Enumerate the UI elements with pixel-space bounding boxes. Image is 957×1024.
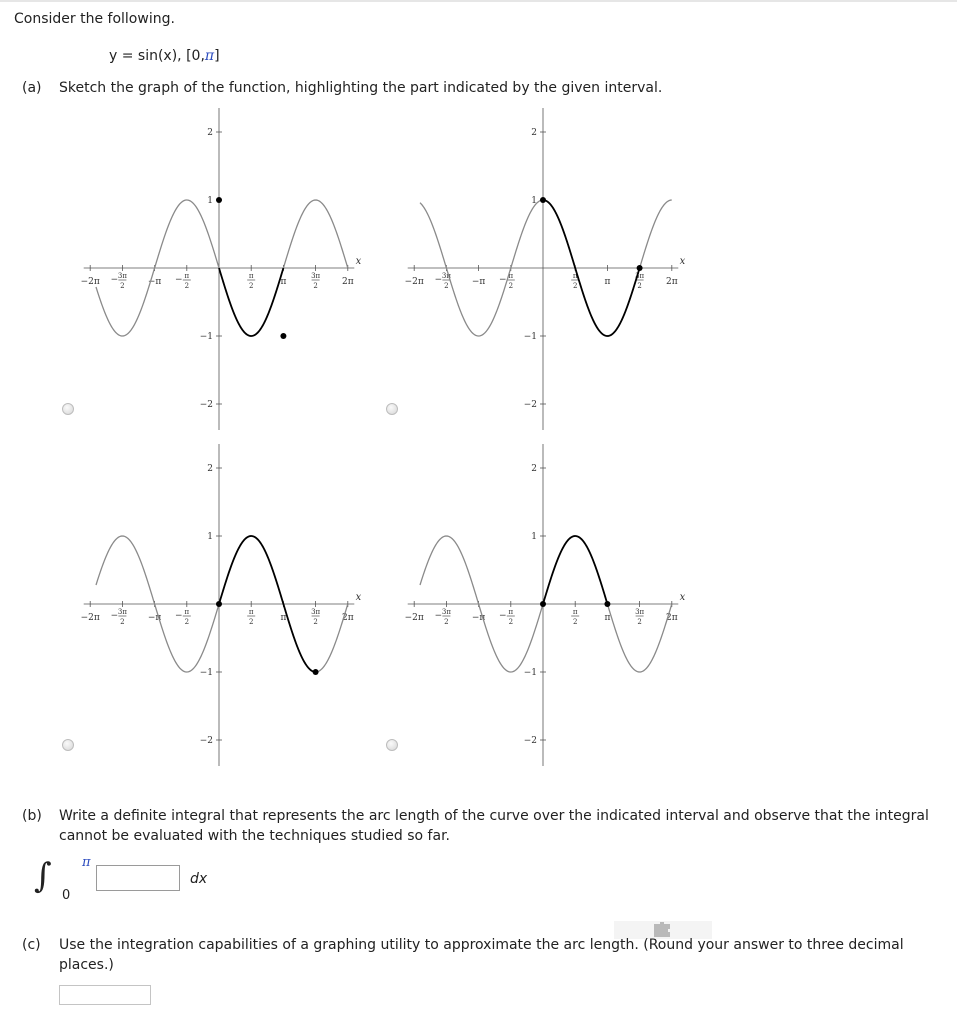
x-tick-label-den-neg-3pi-2: 2: [120, 618, 125, 626]
intro-text: Consider the following.: [14, 11, 175, 27]
x-tick-label-neg-2pi: −2π: [80, 613, 100, 623]
x-tick-label-2pi: 2π: [341, 613, 354, 623]
x-axis-label: x: [679, 256, 686, 267]
part-c-text: Use the integration capabilities of a graphing utility to approximate the arc length. (Round your answer to three decimal places.): [59, 937, 904, 973]
highlighted-segment: [543, 536, 607, 604]
y-tick-label-1: 1: [207, 532, 213, 542]
integral-upper-limit: π: [82, 855, 91, 870]
x-tick-label-neg-pi: −π: [147, 613, 162, 623]
x-tick-label-den-neg-pi-2: 2: [508, 282, 514, 290]
graph-option-1: [61, 108, 383, 430]
x-tick-label-num-3pi-2: 3π: [635, 272, 645, 280]
endpoint-marker-2: [604, 601, 610, 607]
interval-close: ]: [214, 48, 220, 64]
function-expression: y = sin(x),: [109, 48, 182, 64]
y-tick-label-1: 1: [207, 196, 213, 206]
x-tick-label-sign-neg-pi-2: −: [175, 275, 183, 285]
x-tick-label-2pi: 2π: [341, 277, 354, 287]
x-tick-label-sign-neg-pi-2: −: [175, 611, 183, 621]
x-tick-label-den-3pi-2: 2: [637, 618, 642, 626]
x-tick-label-sign-neg-pi-2: −: [499, 275, 507, 285]
x-tick-label-num-neg-pi-2: π: [184, 608, 190, 616]
y-tick-label--2: −2: [199, 400, 213, 410]
interval-open: [0,: [186, 48, 205, 64]
x-tick-label-den-neg-3pi-2: 2: [444, 618, 449, 626]
x-tick-label-den-pi-2: 2: [248, 618, 254, 626]
x-tick-label-neg-pi: −π: [147, 277, 162, 287]
radio-option-1[interactable]: [62, 403, 74, 415]
part-b-text: Write a definite integral that represents the arc length of the curve over the indicated interval and observe that the integral cannot be evaluated with the techniques studied so far.: [59, 808, 929, 844]
endpoint-marker-2: [280, 333, 286, 339]
function-statement: [109, 46, 220, 66]
y-tick-label--2: −2: [523, 400, 537, 410]
x-tick-label-den-neg-3pi-2: 2: [120, 282, 125, 290]
radio-option-2[interactable]: [386, 403, 398, 415]
x-tick-label-num-pi-2: π: [572, 608, 578, 616]
y-tick-label--2: −2: [523, 736, 537, 746]
top-divider: [0, 0, 957, 2]
y-tick-label--1: −1: [523, 668, 537, 678]
y-tick-label-1: 1: [531, 532, 537, 542]
x-tick-label-num-pi-2: π: [248, 608, 254, 616]
x-tick-label-num-3pi-2: 3π: [311, 272, 321, 280]
endpoint-marker-2: [313, 669, 319, 675]
x-tick-label-num-neg-3pi-2: 3π: [117, 272, 127, 280]
endpoint-marker-1: [540, 601, 546, 607]
graph-option-3: [61, 444, 383, 766]
x-tick-label-sign-neg-3pi-2: −: [434, 611, 443, 621]
x-tick-label-neg-pi: −π: [471, 277, 486, 287]
x-tick-label-num-3pi-2: 3π: [635, 608, 645, 616]
x-axis-label: x: [679, 592, 686, 603]
dx-label: dx: [190, 871, 208, 887]
x-axis-label: x: [355, 592, 362, 603]
endpoint-marker-2: [637, 265, 643, 271]
endpoint-marker-1: [216, 197, 222, 203]
integral-sign: ∫: [34, 856, 52, 896]
x-tick-label-den-neg-3pi-2: 2: [444, 282, 449, 290]
part-a-label: (a): [22, 80, 42, 96]
x-tick-label-den-pi-2: 2: [248, 282, 254, 290]
x-tick-label-num-neg-3pi-2: 3π: [117, 608, 127, 616]
x-tick-label-neg-2pi: −2π: [404, 613, 424, 623]
x-tick-label-num-neg-3pi-2: 3π: [441, 272, 451, 280]
part-a-text: Sketch the graph of the function, highlighting the part indicated by the given interval.: [59, 80, 663, 96]
endpoint-marker-1: [540, 197, 546, 203]
x-tick-label-den-3pi-2: 2: [313, 282, 318, 290]
x-tick-label-num-neg-3pi-2: 3π: [441, 608, 451, 616]
x-tick-label-pi: π: [280, 277, 287, 287]
part-c-label: (c): [22, 937, 41, 953]
x-tick-label-pi: π: [604, 613, 611, 623]
y-tick-label-2: 2: [207, 128, 213, 138]
x-tick-label-num-neg-pi-2: π: [508, 608, 514, 616]
x-tick-label-den-neg-pi-2: 2: [508, 618, 514, 626]
integral-lower-limit: 0: [62, 888, 71, 903]
y-tick-label-1: 1: [531, 196, 537, 206]
arc-length-input[interactable]: [59, 985, 151, 1005]
x-tick-label-2pi: 2π: [665, 613, 678, 623]
x-axis-label: x: [355, 256, 362, 267]
x-tick-label-sign-neg-3pi-2: −: [110, 611, 119, 621]
y-tick-label--1: −1: [199, 668, 213, 678]
x-tick-label-2pi: 2π: [665, 277, 678, 287]
x-tick-label-sign-neg-3pi-2: −: [110, 275, 119, 285]
endpoint-marker-1: [216, 601, 222, 607]
x-tick-label-num-neg-pi-2: π: [184, 272, 190, 280]
x-tick-label-den-3pi-2: 2: [313, 618, 318, 626]
x-tick-label-neg-pi: −π: [471, 613, 486, 623]
y-tick-label--1: −1: [523, 332, 537, 342]
x-tick-label-pi: π: [280, 613, 287, 623]
x-tick-label-sign-neg-pi-2: −: [499, 611, 507, 621]
x-tick-label-den-pi-2: 2: [572, 618, 578, 626]
x-tick-label-pi: π: [604, 277, 611, 287]
x-tick-label-num-pi-2: π: [572, 272, 578, 280]
x-tick-label-den-pi-2: 2: [572, 282, 578, 290]
x-tick-label-sign-neg-3pi-2: −: [434, 275, 443, 285]
integrand-input[interactable]: [96, 865, 180, 891]
y-tick-label--1: −1: [199, 332, 213, 342]
radio-option-3[interactable]: [62, 739, 74, 751]
x-tick-label-num-neg-pi-2: π: [508, 272, 514, 280]
x-tick-label-neg-2pi: −2π: [80, 277, 100, 287]
x-tick-label-num-3pi-2: 3π: [311, 608, 321, 616]
radio-option-4[interactable]: [386, 739, 398, 751]
graph-option-4: [385, 444, 707, 766]
x-tick-label-den-neg-pi-2: 2: [184, 282, 190, 290]
y-tick-label-2: 2: [531, 464, 537, 474]
graph-option-2: [385, 108, 707, 430]
y-tick-label--2: −2: [199, 736, 213, 746]
y-tick-label-2: 2: [207, 464, 213, 474]
interval-pi: π: [204, 48, 215, 64]
x-tick-label-den-neg-pi-2: 2: [184, 618, 190, 626]
part-b-label: (b): [22, 808, 42, 824]
x-tick-label-neg-2pi: −2π: [404, 277, 424, 287]
y-tick-label-2: 2: [531, 128, 537, 138]
x-tick-label-num-pi-2: π: [248, 272, 254, 280]
x-tick-label-den-3pi-2: 2: [637, 282, 642, 290]
